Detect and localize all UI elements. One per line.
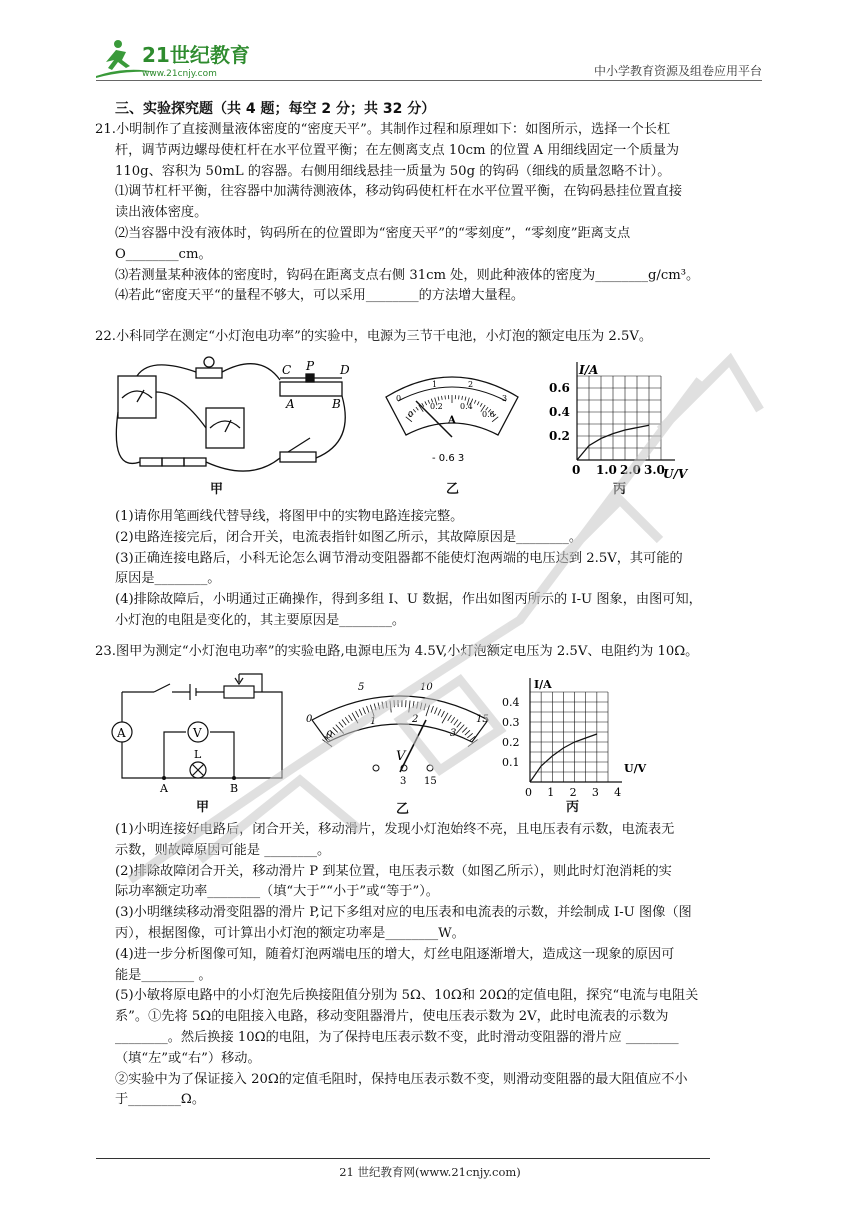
q23-line: (1)小明连接好电路后，闭合开关，移动滑片，发现小灯泡始终不亮，且电压表有示数，电流表无 [115, 822, 675, 837]
scale-bottom: 1 [370, 716, 377, 727]
q21-line: ⑵当容器中没有液体时，钩码所在的位置即为“密度天平”的“零刻度”，“零刻度”距离支点 [115, 225, 631, 241]
scale-top: 3 [502, 394, 508, 403]
tick [448, 715, 452, 721]
q23-line: 能是________ 。 [115, 967, 212, 983]
chart-ylabel: I/A [534, 678, 552, 691]
section-title: 三、实验探究题（共 4 题；每空 2 分；共 32 分） [115, 101, 436, 117]
tick [390, 701, 391, 713]
chart-ytick: 0.2 [549, 429, 570, 443]
chart-ytick: 0.1 [502, 756, 520, 769]
q23-circuit-diagram [104, 670, 294, 796]
tick [356, 711, 359, 717]
footer-divider [96, 1158, 710, 1159]
scale-top: 5 [358, 682, 365, 693]
voltmeter-device [206, 408, 244, 448]
scale-top: 1 [432, 380, 438, 389]
q22-subquestions [115, 507, 763, 632]
scale-bottom: 3 [450, 728, 457, 739]
tick [467, 733, 472, 738]
q23-line: 际功率额定功率________（填“大于”“小于”或“等于”）。 [115, 884, 439, 900]
label-a: A [286, 397, 295, 411]
chart-ytick: 0.3 [502, 716, 520, 729]
chart-ytick: 0.6 [549, 381, 570, 395]
q21-line: ⑶若测量某种液体的密度时，钩码在距离支点右侧 31cm 处，则此种液体的密度为________g/cm³。 [115, 267, 700, 283]
q23-line: 丙），根据图像，可计算出小灯泡的额定功率是________W。 [115, 925, 465, 941]
tick [370, 705, 374, 716]
question-21 [95, 120, 763, 307]
q23-subquestions [115, 820, 763, 1111]
battery-cell [140, 458, 162, 466]
tick [462, 396, 463, 400]
chart-ytick: 0.2 [502, 736, 520, 749]
scale-top: 15 [476, 714, 489, 725]
chart-grid [530, 692, 608, 782]
q22-intro: 22.小科同学在测定“小灯泡电功率”的实验中，电源为三节干电池，小灯泡的额定电压为 2.5V。 [95, 329, 653, 344]
tick [367, 706, 369, 713]
tick [333, 727, 338, 732]
q23-line: (4)进一步分析图像可知，随着灯泡两端电压的增大，灯丝电阻逐渐增大，造成这一现象的原因可 [115, 946, 675, 962]
q22-caption-a: 甲 [210, 482, 224, 497]
header-platform: 中小学教育资源及组卷应用平台 [593, 64, 762, 78]
chart-xlabel: U/V [624, 762, 647, 775]
header-divider [96, 80, 762, 81]
q22-caption-c: 丙 [613, 482, 627, 497]
terminal-15: 15 [424, 776, 437, 787]
tick [441, 396, 442, 400]
node-b: B [230, 782, 239, 795]
q21-line: 杆，调节两边螺母使杠杆在水平位置平衡；在左侧离支点 10cm 的位置 A 用细线固定一个质量为 [115, 142, 680, 158]
q21-line: ⑷若此“密度天平“的量程不够大，可以采用________的方法增大量程。 [115, 288, 525, 304]
chart-ytick: 0.4 [549, 405, 570, 419]
voltmeter-letter: V [193, 726, 202, 740]
tick [425, 401, 427, 405]
scale-bottom: 0.2 [430, 402, 443, 411]
logo-url: www.21cnjy.com [142, 69, 217, 79]
tick [424, 704, 426, 711]
q22-iu-chart [545, 362, 695, 482]
tick [434, 708, 437, 714]
tick [378, 703, 380, 710]
tick [438, 397, 439, 401]
ammeter-letter: A [117, 726, 126, 740]
tick [413, 701, 414, 708]
q21-line: O________cm。 [115, 246, 212, 262]
chart-grid [577, 376, 661, 460]
label-b: B [332, 397, 341, 411]
q23-iu-chart [500, 674, 650, 802]
tick [417, 702, 418, 709]
scale-bottom: 0 [326, 730, 333, 741]
scale-bottom: 0.4 [460, 402, 473, 411]
chart-xtick: 0 [525, 786, 532, 799]
scale-top: 0 [396, 394, 402, 403]
tick [474, 400, 476, 404]
chart-xtick: 2.0 [620, 463, 641, 477]
voltmeter-ticks [322, 700, 477, 747]
label-p: P [306, 359, 315, 373]
q22-line: (4)排除故障后，小明通过正确操作，得到多组 I、U 数据，作出如图丙所示的 I-U 图象，由图可知， [115, 592, 702, 608]
tick [465, 730, 470, 735]
tick [413, 409, 416, 412]
q22-circuit-figure [110, 352, 360, 497]
rheostat [280, 382, 342, 396]
tick [386, 701, 387, 708]
tick [374, 704, 376, 711]
switch [280, 452, 316, 462]
meter-terminals: - 0.6 3 [432, 453, 465, 464]
scale-bottom: 0 [408, 410, 414, 419]
tick [409, 701, 410, 713]
chart-xtick: 3 [591, 786, 599, 799]
q23-line: （填“左”或“右”）移动。 [115, 1050, 261, 1066]
q22-line: (1)请你用笔画线代替导线，将图甲中的实物电路连接完整。 [115, 509, 464, 524]
chart-xtick: 1.0 [596, 463, 617, 477]
q23-voltmeter-figure [300, 676, 500, 796]
tick [420, 703, 422, 710]
tick [462, 727, 467, 732]
q23-line: 示数，则故障原因可能是 ________。 [115, 842, 331, 858]
lamp-bulb [204, 357, 214, 367]
chart-ytick: 0.4 [502, 696, 520, 709]
q22-caption-b: 乙 [446, 482, 460, 497]
q21-line: ⑴调节杠杆平衡，往容器中加满待测液体，移动钩码使杠杆在水平位置平衡，在钩码悬挂位置直接 [115, 184, 683, 200]
chart-xtick: 2 [569, 786, 577, 799]
tick [480, 403, 482, 406]
q23-line: (3)小明继续移动滑变阻器的滑片 P,记下多组对应的电压表和电流表的示数，并绘制成 I-U 图像（图 [115, 905, 692, 921]
tick [454, 720, 458, 726]
chart-xtick: 3.0 [644, 463, 665, 477]
q21-line: 读出液体密度。 [115, 205, 208, 221]
scale-top: 10 [420, 682, 433, 693]
tick [359, 709, 362, 715]
q23-line: ②实验中为了保证接入 20Ω的定值毛阻时，保持电压表示数不变，则滑动变阻器的最大阻值应不小 [115, 1071, 688, 1087]
q23-line: 于________Ω。 [115, 1092, 206, 1108]
tick [342, 720, 346, 726]
meter-unit: V [396, 749, 406, 764]
tick [363, 708, 366, 714]
lamp-letter: L [194, 748, 202, 761]
scale-top: 0 [306, 714, 313, 725]
tick [426, 705, 430, 716]
q21-line: 110g、容积为 50mL 的容器。右侧用细线悬挂一质量为 50g 的钩码（细线的质量忽略不计）。 [115, 163, 671, 179]
q22-ammeter-figure [382, 365, 522, 470]
chart-xtick: 0 [572, 463, 581, 477]
tick [477, 401, 479, 405]
label-d: D [340, 363, 350, 377]
q22-line: 小灯泡的电阻是变化的，其主要原因是________。 [115, 612, 406, 628]
chart-xtick: 1 [547, 786, 555, 799]
q23-caption-a: 甲 [196, 800, 210, 815]
q23-caption-b: 乙 [396, 802, 410, 817]
terminal-3: 3 [400, 776, 407, 787]
scale-top: 2 [468, 380, 474, 389]
logo-text: 21世纪教育 [142, 43, 250, 67]
lamp-base [196, 368, 222, 378]
chart-xlabel: U/V [663, 467, 688, 481]
tick [438, 709, 441, 715]
label-c: C [282, 363, 292, 377]
q22-line: (3)正确连接电路后，小科无论怎么调节滑动变阻器都不能使灯泡两端的电压达到 2.5V，其可能的 [115, 550, 683, 566]
scale-bottom: 2 [412, 714, 419, 725]
tick [382, 702, 383, 709]
q22-line: 原因是________。 [115, 571, 221, 587]
tick [431, 706, 433, 713]
q23-caption-c: 丙 [566, 800, 580, 815]
q23-line: (2)排除故障闭合开关，移动滑片 P 到某位置，电压表示数（如图乙所示），则此时灯泡消耗的实 [115, 863, 672, 879]
q23-line: (5)小敏将原电路中的小灯泡先后换接阻值分别为 5Ω、10Ω和 20Ω的定值电阻，探究“电流与电阻关 [115, 988, 699, 1004]
chart-ylabel: I/A [579, 363, 599, 377]
tick [345, 717, 349, 723]
scale-bottom: 0.6 [482, 410, 495, 419]
q23-intro: 23.图甲为测定“小灯泡电功率”的实验电路,电源电压为 4.5V,小灯泡额定电压为 2.5V、电阻约为 10Ω。 [95, 644, 699, 659]
tick [441, 711, 444, 717]
chart-xtick: 4 [614, 786, 622, 799]
battery-cell [162, 458, 184, 466]
tick [416, 407, 418, 410]
tick [349, 715, 353, 721]
tick [339, 722, 343, 727]
voltmeter-needle [400, 720, 426, 772]
q23-line: 系”。①先将 5Ω的电阻接入电路，移动变阻器滑片，使电压表示数为 2V，此时电流表的示数为 [115, 1009, 669, 1025]
footer: 21 世纪教育网(www.21cnjy.com) [339, 1165, 521, 1179]
q21-line: 21.小明制作了直接测量液体密度的“密度天平”。其制作过程和原理如下：如图所示，选择一个长杠 [95, 122, 671, 137]
node-a: A [160, 782, 168, 795]
logo [96, 36, 256, 80]
tick [465, 397, 466, 401]
q22-line: (2)电路连接完后，闭合开关，电流表指针如图乙所示，其故障原因是________。 [115, 529, 583, 545]
battery-cell [184, 458, 206, 466]
rheostat-symbol [224, 686, 254, 698]
meter-unit: A [448, 415, 456, 426]
tick [451, 717, 455, 723]
tick [457, 722, 461, 727]
q23-line: ________。然后换接 10Ω的电阻，为了保持电压表示数不变，此时滑动变阻器的滑片应 ________ [115, 1029, 679, 1045]
